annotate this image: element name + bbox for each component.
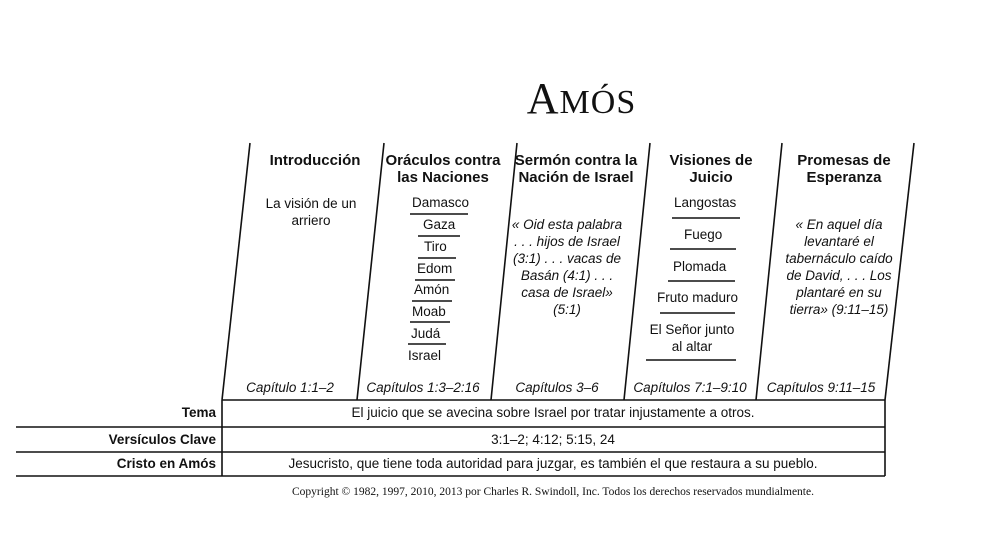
list-item: Damasco (412, 195, 470, 210)
col5-quote: « En aquel día levantaré el tabernáculo caído de David, . . . Los plantaré en su tierra» (9:11–15) (785, 217, 893, 317)
list-item: Plomada (673, 259, 727, 274)
list-item: Fruto maduro (657, 290, 739, 305)
list-item: Gaza (423, 217, 456, 232)
col4-heading: Visiones de Juicio (669, 152, 753, 186)
row-label-tema: Tema (181, 405, 216, 420)
divider-1 (222, 143, 250, 400)
copyright: Copyright © 1982, 1997, 2010, 2013 por Charles R. Swindoll, Inc. Todos los derechos reservados mundialmente. (292, 486, 814, 498)
list-item: Edom (417, 261, 453, 276)
col2-chapters: Capítulos 1:3–2:16 (366, 380, 480, 395)
list-item: Moab (412, 304, 446, 319)
list-item: Langostas (674, 195, 737, 210)
col2-heading: Oráculos contra las Naciones (385, 152, 501, 186)
row-text-cristo: Jesucristo, que tiene toda autoridad para juzgar, es también el que restaura a su pueblo. (288, 456, 818, 471)
list-item: El Señor junto al altar (649, 322, 735, 354)
title-initial: A (526, 74, 560, 123)
title-rest: MÓS (559, 84, 637, 121)
list-item: Judá (411, 326, 441, 341)
list-item: Tiro (424, 239, 447, 254)
col3-quote: « Oid esta palabra . . . hijos de Israel (3:1) . . . vacas de Basán (4:1) . . . casa de Israel» (5:1) (511, 217, 623, 317)
col1-chapters: Capítulo 1:1–2 (246, 380, 334, 395)
list-item: Fuego (684, 227, 723, 242)
row-text-tema: El juicio que se avecina sobre Israel por tratar injustamente a otros. (351, 405, 755, 420)
row-label-versiculos: Versículos Clave (108, 432, 216, 447)
col1-heading: Introducción (269, 152, 361, 169)
col5-chapters: Capítulos 9:11–15 (766, 380, 876, 395)
col3-heading: Sermón contra la Nación de Israel (514, 152, 638, 186)
row-text-versiculos: 3:1–2; 4:12; 5:15, 24 (491, 432, 615, 447)
col1-body: La visión de un arriero (265, 196, 357, 228)
col5-heading: Promesas de Esperanza (797, 152, 891, 186)
col3-chapters: Capítulos 3–6 (515, 380, 599, 395)
list-item: Amón (414, 282, 450, 297)
list-item: Israel (408, 348, 442, 363)
row-label-cristo: Cristo en Amós (116, 456, 216, 471)
col4-chapters: Capítulos 7:1–9:10 (633, 380, 747, 395)
